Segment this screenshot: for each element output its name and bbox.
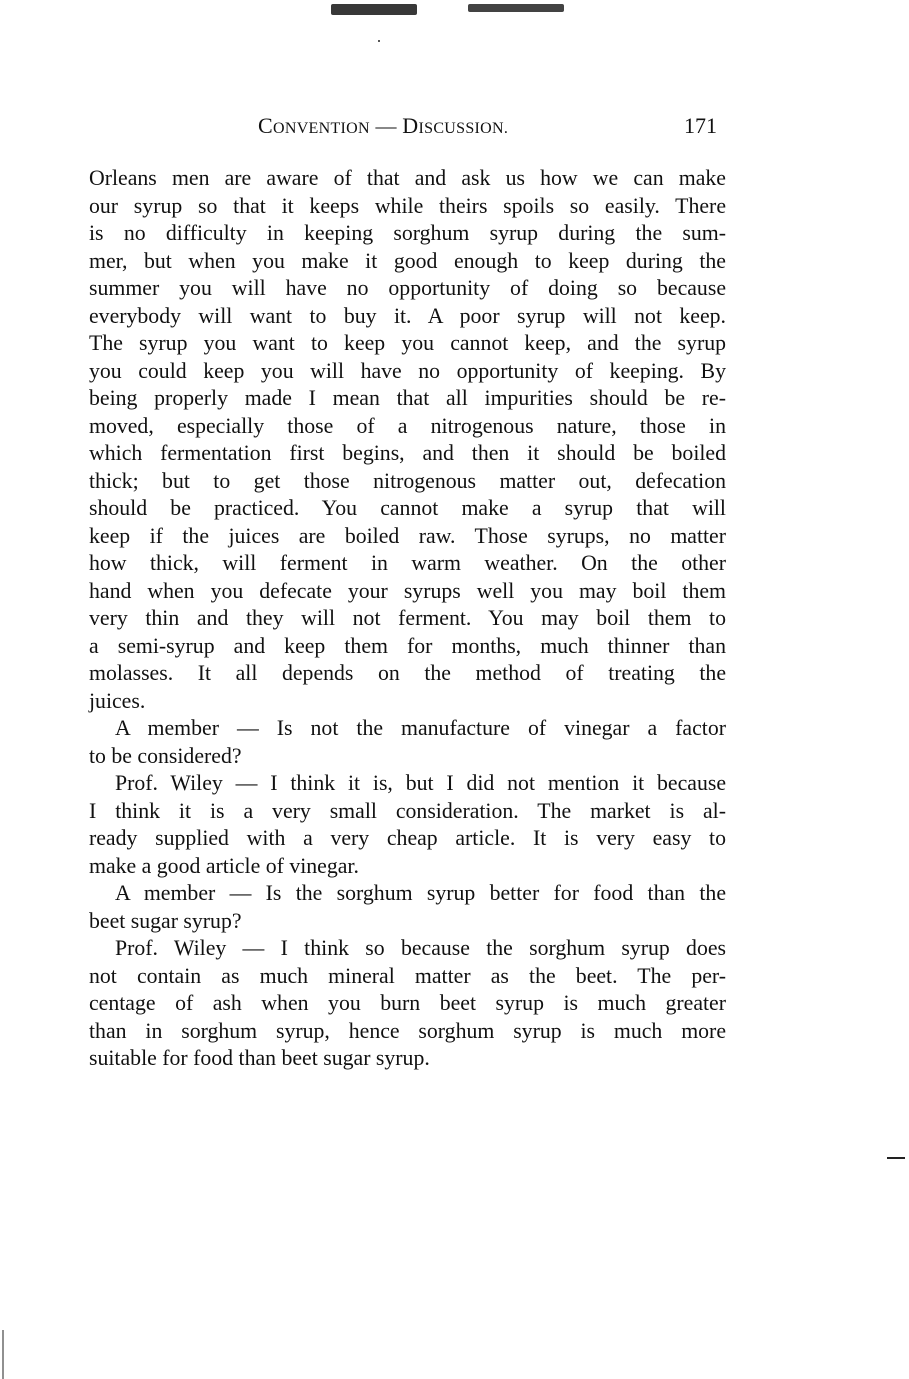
paragraph-member-question-beet bbox=[89, 880, 726, 935]
text-line: keep if the juices are boiled raw. Those syrups, no matter bbox=[89, 523, 726, 548]
text-line: ready supplied with a very cheap article. It is very easy to bbox=[89, 826, 726, 850]
paragraph-wiley-answer-beet bbox=[89, 935, 726, 1073]
text-line: hand when you defecate your syrups well you may boil them bbox=[89, 578, 726, 603]
text-line: which fermentation first begins, and then it should be boiled bbox=[89, 441, 726, 465]
text-line: juices. bbox=[89, 688, 146, 713]
scan-speck bbox=[378, 40, 380, 42]
text-line: Prof. Wiley — I think it is, but I did not mention it because bbox=[115, 771, 726, 795]
running-head-initial-2: D bbox=[402, 113, 419, 138]
running-head-initial-1: C bbox=[258, 113, 273, 138]
scan-left-edge bbox=[2, 1330, 4, 1379]
text-line: our syrup so that it keeps while theirs spoils so easily. There bbox=[89, 193, 726, 218]
paragraph-wiley-answer-vinegar bbox=[89, 770, 726, 880]
text-line: I think it is a very small consideration. The market is al- bbox=[89, 798, 726, 823]
text-line: how thick, will ferment in warm weather. On the other bbox=[89, 551, 726, 575]
text-line: is no difficulty in keeping sorghum syrup during the sum- bbox=[89, 221, 726, 245]
text-line: Orleans men are aware of that and ask us how we can make bbox=[89, 166, 726, 190]
body-text bbox=[89, 165, 726, 1073]
text-line: everybody will want to buy it. A poor syrup will not keep. bbox=[89, 303, 726, 328]
running-head-word-1: ONVENTION bbox=[272, 120, 370, 137]
scan-artifact-top-left bbox=[331, 4, 417, 15]
text-line: suitable for food than beet sugar syrup. bbox=[89, 1046, 430, 1070]
running-head bbox=[258, 113, 508, 139]
running-head-word-2: ISCUSSION. bbox=[418, 120, 509, 137]
text-line: thick; but to get those nitrogenous matter out, defecation bbox=[89, 468, 726, 493]
paragraph-member-question-vinegar bbox=[89, 715, 726, 770]
running-head-separator: — bbox=[369, 114, 403, 138]
text-line: The syrup you want to keep you cannot keep, and the syrup bbox=[89, 331, 726, 355]
paragraph-continuation bbox=[89, 165, 726, 715]
text-line: a semi-syrup and keep them for months, much thinner than bbox=[89, 633, 726, 658]
text-line: beet sugar syrup? bbox=[89, 908, 242, 933]
page-number: 171 bbox=[684, 113, 717, 138]
text-line: you could keep you will have no opportunity of keeping. By bbox=[89, 358, 726, 383]
text-line: should be practiced. You cannot make a syrup that will bbox=[89, 496, 726, 520]
text-line: very thin and they will not ferment. You may boil them to bbox=[89, 606, 726, 630]
text-line: than in sorghum syrup, hence sorghum syrup is much more bbox=[89, 1018, 726, 1043]
text-line: A member — Is not the manufacture of vinegar a factor bbox=[115, 716, 726, 740]
text-line: A member — Is the sorghum syrup better for food than the bbox=[115, 881, 726, 905]
text-line: centage of ash when you burn beet syrup is much greater bbox=[89, 991, 726, 1015]
text-line: being properly made I mean that all impurities should be re- bbox=[89, 386, 726, 410]
text-line: Prof. Wiley — I think so because the sorghum syrup does bbox=[115, 936, 726, 960]
text-line: moved, especially those of a nitrogenous nature, those in bbox=[89, 413, 726, 438]
text-line: summer you will have no opportunity of doing so because bbox=[89, 276, 726, 300]
scan-edge-tick bbox=[887, 1157, 905, 1159]
text-line: make a good article of vinegar. bbox=[89, 853, 359, 878]
text-line: not contain as much mineral matter as the beet. The per- bbox=[89, 963, 726, 988]
scan-artifact-top-right bbox=[468, 4, 564, 12]
text-line: to be considered? bbox=[89, 743, 242, 768]
text-line: mer, but when you make it good enough to keep during the bbox=[89, 248, 726, 273]
text-line: molasses. It all depends on the method of treating the bbox=[89, 661, 726, 685]
